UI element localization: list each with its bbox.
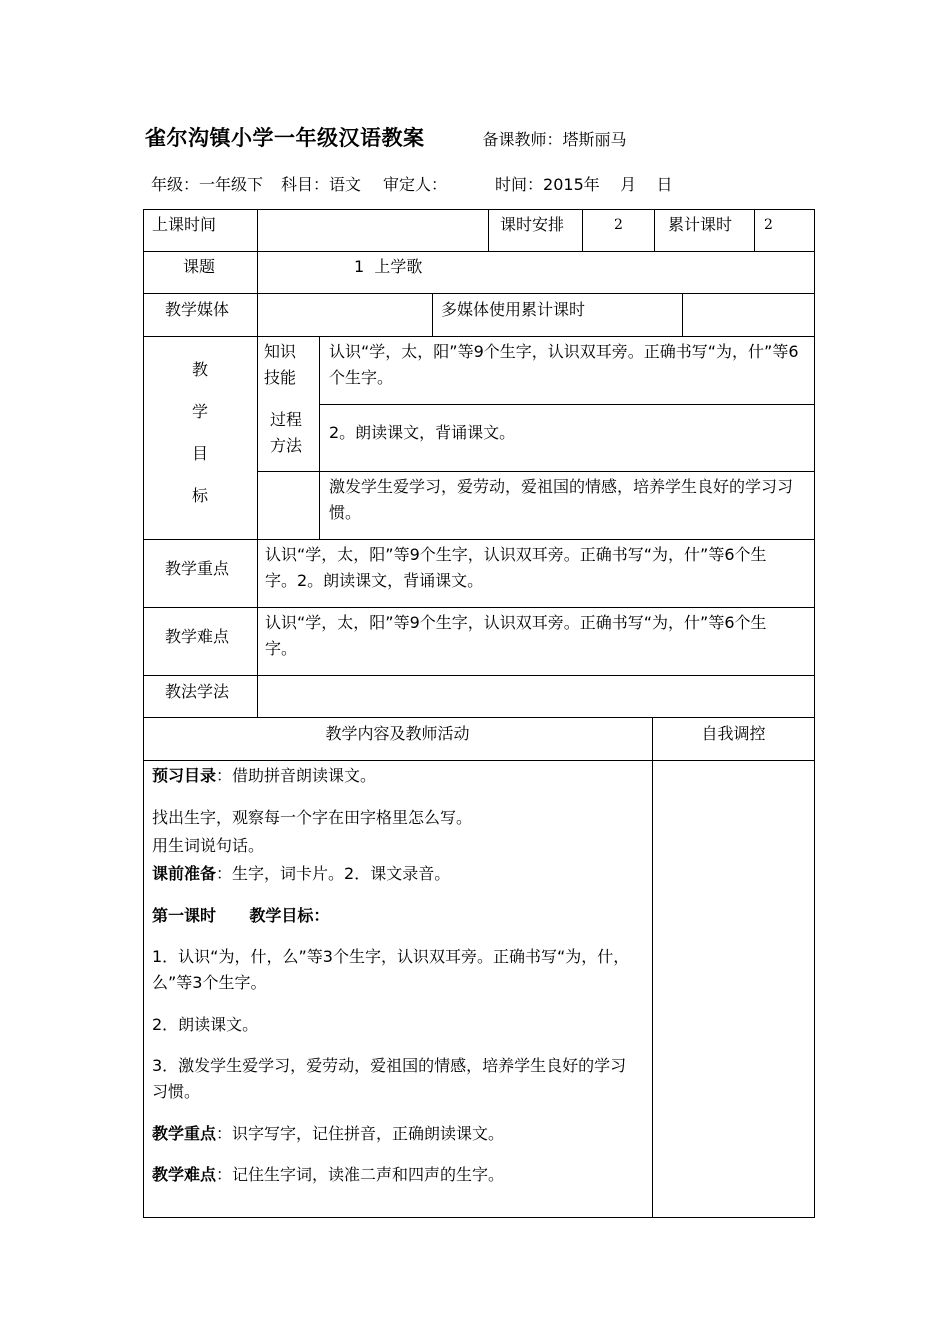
goal-item: 1．认识“为，什，么”等3个生字，认识双耳旁。正确书写“为，什，么”等3个生字。	[152, 947, 630, 992]
topic-label: 课题	[183, 257, 216, 276]
prep-paragraph	[152, 861, 642, 887]
difficult-points-label: 教学难点	[165, 627, 230, 646]
goal-item: 2．朗读课文。	[152, 1015, 259, 1034]
objectives-label-char: 目	[192, 444, 209, 463]
lesson1-heading: 第一课时 教学目标：	[152, 906, 330, 925]
lesson-difficult-text: ：记住生字词，读准二声和四声的生字。	[216, 1165, 505, 1184]
lesson-difficult-label: 教学难点	[152, 1165, 217, 1184]
objectives-label-char: 教	[192, 360, 209, 379]
teacher-name: 备课教师：塔斯丽马	[482, 130, 627, 149]
content-line: 找出生字，观察每一个字在田字格里怎么写。	[152, 808, 473, 827]
lesson-key-label: 教学重点	[152, 1124, 217, 1143]
preview-paragraph	[152, 763, 642, 789]
difficult-points-text: 认识“学，太，阳”等9个生字，认识双耳旁。正确书写“为，什”等6个生字。	[265, 613, 767, 658]
period-value: 2	[614, 217, 623, 233]
preview-text: ：借助拼音朗读课文。	[216, 766, 377, 785]
goal-item: 3．激发学生爱学习，爱劳动，爱祖国的情感，培养学生良好的学习习惯。	[152, 1056, 627, 1101]
document-title: 雀尔沟镇小学一年级汉语教案	[145, 126, 425, 150]
objective-sub-label: 过程方法	[270, 410, 303, 455]
total-periods-label: 累计课时	[668, 215, 733, 234]
grade-field: 年级：一年级下	[151, 175, 264, 194]
date-field: 时间：2015年 月 日	[495, 175, 673, 194]
meta-row	[151, 172, 672, 195]
objective-text: 2。朗读课文，背诵课文。	[329, 423, 516, 442]
lesson-key-paragraph	[152, 1121, 642, 1147]
self-adjust-header: 自我调控	[701, 724, 766, 743]
objective-sub-label: 知识技能	[264, 342, 297, 387]
objective-text: 激发学生爱学习，爱劳动，爱祖国的情感，培养学生良好的学习习惯。	[329, 477, 794, 522]
key-points-text: 认识“学，太，阳”等9个生字，认识双耳旁。正确书写“为，什”等6个生字。2。朗读课文，背诵课文。	[265, 545, 767, 590]
prep-text: ：生字，词卡片。2．课文录音。	[216, 864, 451, 883]
preview-label: 预习目录	[152, 766, 217, 785]
total-periods-value: 2	[764, 217, 773, 233]
objective-text: 认识“学，太，阳”等9个生字，认识双耳旁。正确书写“为，什”等6个生字。	[329, 342, 799, 387]
period-label: 课时安排	[500, 215, 565, 234]
objectives-label-char: 标	[192, 486, 209, 505]
prep-label: 课前准备	[152, 864, 217, 883]
media-label: 教学媒体	[165, 300, 230, 319]
topic-value: 1 上学歌	[354, 257, 423, 276]
document-header	[145, 122, 627, 158]
objectives-label-char: 学	[192, 402, 209, 421]
lesson-difficult-paragraph	[152, 1162, 642, 1188]
subject-field: 科目：语文	[281, 175, 362, 194]
media-total-label: 多媒体使用累计课时	[441, 300, 586, 319]
lesson-key-text: ：识字写字，记住拼音，正确朗读课文。	[216, 1124, 505, 1143]
class-time-label: 上课时间	[152, 215, 217, 234]
content-line: 用生词说句话。	[152, 836, 265, 855]
content-header: 教学内容及教师活动	[325, 724, 470, 743]
method-label: 教法学法	[165, 682, 230, 701]
key-points-label: 教学重点	[165, 559, 230, 578]
approver-field: 审定人：	[383, 175, 448, 194]
